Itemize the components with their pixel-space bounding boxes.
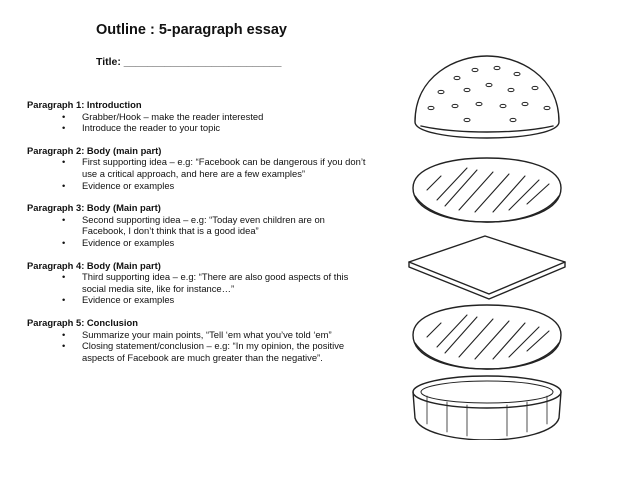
- outline-sections: [27, 99, 367, 374]
- bullet-list: [27, 111, 367, 134]
- bullet-list: [27, 271, 367, 306]
- cheese-slice-drawing: [409, 236, 565, 299]
- bullet-item: • Evidence or examples: [27, 237, 367, 249]
- section-body-2: [27, 202, 367, 248]
- essay-title-field: Title: ___________________________: [96, 56, 282, 68]
- bullet-list: [27, 156, 367, 191]
- section-heading: Paragraph 4: Body (Main part): [27, 259, 161, 271]
- bullet-item: • First supporting idea – e.g: “Facebook can be dangerous if you don’t use a critical approach, and here are a few examples”: [27, 156, 367, 179]
- bullet-item: • Second supporting idea – e.g: “Today even children are on Facebook, I don’t think that is a good idea”: [27, 214, 367, 237]
- bullet-item: • Summarize your main points, “Tell ‘em what you’ve told ‘em”: [27, 329, 367, 341]
- bullet-item: • Introduce the reader to your topic: [27, 122, 367, 134]
- bottom-bun-drawing: [413, 376, 561, 440]
- section-conclusion: [27, 317, 367, 363]
- bullet-item: • Closing statement/conclusion – e.g: “In my opinion, the positive aspects of Facebook are much greater than the negative”.: [27, 340, 367, 363]
- bullet-item: • Grabber/Hook – make the reader interested: [27, 111, 367, 123]
- bullet-list: [27, 329, 367, 364]
- bullet-list: [27, 214, 367, 249]
- page-title: Outline : 5-paragraph essay: [96, 22, 287, 38]
- burger-patty-drawing: [413, 305, 561, 369]
- section-heading: Paragraph 3: Body (Main part): [27, 202, 161, 214]
- bullet-item: • Third supporting idea – e.g: “There are also good aspects of this social media site, like for instance…”: [27, 271, 367, 294]
- top-bun-drawing: [415, 56, 559, 138]
- bullet-item: • Evidence or examples: [27, 180, 367, 192]
- section-heading: Paragraph 1: Introduction: [27, 99, 142, 110]
- bullet-item: • Evidence or examples: [27, 294, 367, 306]
- section-heading: Paragraph 5: Conclusion: [27, 316, 138, 328]
- section-introduction: [27, 99, 367, 134]
- section-heading: Paragraph 2: Body (main part): [27, 144, 162, 156]
- section-body-1: [27, 145, 367, 191]
- section-body-3: [27, 260, 367, 306]
- burger-patty-drawing: [413, 158, 561, 222]
- burger-illustration: [397, 40, 577, 440]
